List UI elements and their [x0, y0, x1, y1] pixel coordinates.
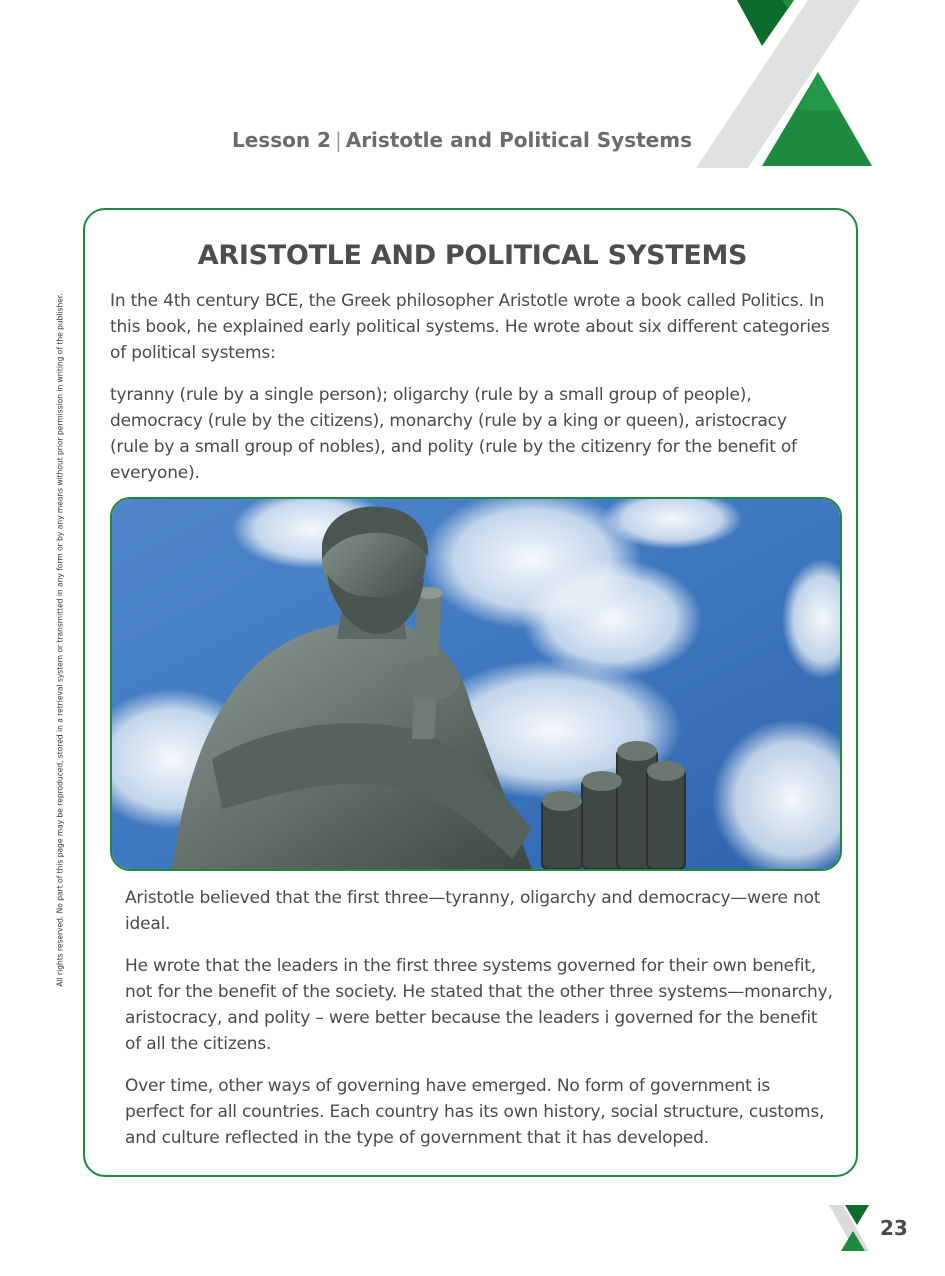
statue-illustration: [112, 499, 840, 869]
footer-logo-icon: [829, 1205, 873, 1251]
lesson-title: Aristotle and Political Systems: [345, 128, 692, 152]
intro-paragraph: In the 4th century BCE, the Greek philosopher Aristotle wrote a book called Politics. In this book, he explained early political systems. He wrote about six different categories of political systems:: [110, 291, 830, 363]
page-number: 23: [880, 1216, 908, 1240]
lesson-header: [232, 128, 692, 152]
page-title: ARISTOTLE AND POLITICAL SYSTEMS: [197, 240, 748, 271]
copyright-notice: All rights reserved. No part of this page may be reproduced, stored in a retrieval system or transmitted in any form or by any means without prior permission in writing of the publisher.: [55, 293, 65, 987]
over-time-paragraph: Over time, other ways of governing have emerged. No form of government is perfect for all countries. Each country has its own history, social structure, customs, and culture reflected in the type of government that it has developed.: [125, 1076, 825, 1148]
lesson-number: Lesson 2: [231, 128, 331, 152]
aristotle-statue-photo: [110, 497, 842, 871]
corner-logo-mark: [690, 0, 880, 170]
header-separator: |: [334, 128, 342, 152]
categories-paragraph: tyranny (rule by a single person); oligarchy (rule by a small group of people), democracy (rule by the citizens), monarchy (rule by a king or queen), aristocracy (rule by a small group of nobles), and polity (rule by the citizenry for the benefit of everyone).: [110, 385, 797, 483]
not-ideal-paragraph: Aristotle believed that the first three—tyranny, oligarchy and democracy—were not ideal.: [125, 888, 821, 934]
leaders-paragraph: He wrote that the leaders in the first three systems governed for their own benefit, not for the benefit of the society. He stated that the other three systems—monarchy, aristocracy, and polity – were better because the leaders i governed for the benefit of all the citizens.: [125, 956, 833, 1054]
